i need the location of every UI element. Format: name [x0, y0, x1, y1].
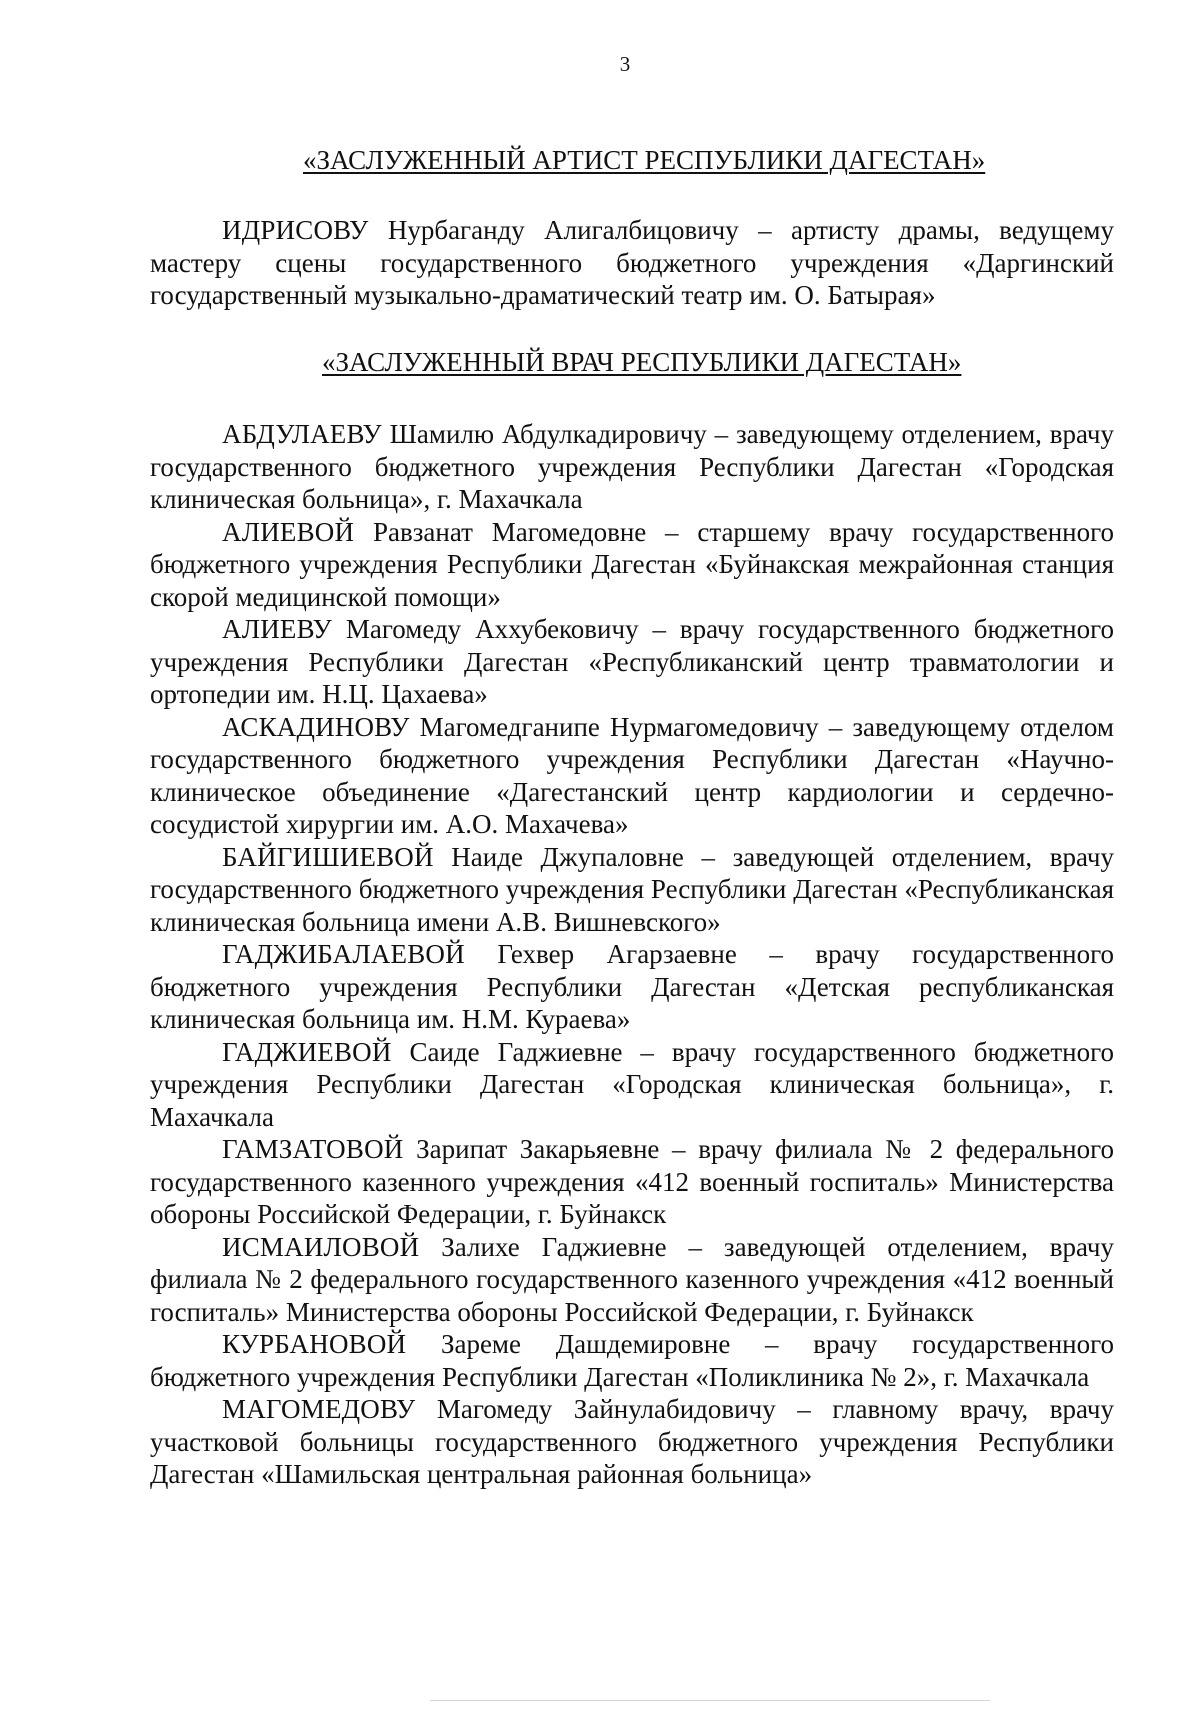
entry-text: Зарипат Закарьяевне – врачу филиала № 2 федерального государственного казенного учреждения «412 военный госпиталь» Министерства обороны Российской Федерации, г. Буйнакск — [150, 1134, 1114, 1229]
award-entry — [150, 214, 1114, 312]
entry-surname: ИСМАИЛОВОЙ — [222, 1231, 420, 1262]
entry-surname: АБДУЛАЕВУ — [222, 419, 382, 449]
entry-text: Залихе Гаджиевне – заведующей отделением, врачу филиала № 2 федерального государственного казенного учреждения «412 военный госпиталь» Министерства обороны Российской Федерации, г. Буйнакск — [150, 1231, 1114, 1327]
entry-surname: АЛИЕВОЙ — [222, 516, 355, 547]
entry-text: Наиде Джупаловне – заведующей отделением, врачу государственного бюджетного учреждения Республики Дагестан «Республиканская клиническая больница имени А.В. Вишневского» — [150, 841, 1114, 937]
section-heading-honored-artist: «ЗАСЛУЖЕННЫЙ АРТИСТ РЕСПУБЛИКИ ДАГЕСТАН» — [303, 145, 986, 175]
section-honored-doctor-entries — [150, 418, 1114, 1491]
entry-text: Шамилю Абдулкадировичу – заведующему отделением, врачу государственного бюджетного учреждения Республики Дагестан «Городская клиническая больница», г. Махачкала — [150, 419, 1114, 514]
award-entry — [150, 938, 1114, 1036]
entry-surname: АСКАДИНОВУ — [222, 711, 410, 742]
entry-surname: КУРБАНОВОЙ — [222, 1329, 407, 1359]
entry-text: Магомеду Зайнулабидовичу – главному врачу, врачу участковой больницы государственного бюджетного учреждения Республики Дагестан «Шамильская центральная районная больница» — [150, 1394, 1114, 1489]
section-honored-artist-entries — [150, 214, 1114, 312]
award-entry — [150, 418, 1114, 516]
award-entry — [150, 1133, 1114, 1231]
entry-surname: ГАДЖИБАЛАЕВОЙ — [222, 939, 465, 969]
entry-text: Нурбаганду Алигалбицовичу – артисту драмы, ведущему мастеру сцены государственного бюджетного учреждения «Даргинский государственный музыкально-драматический театр им. О. Батырая» — [150, 215, 1114, 310]
award-entry — [150, 711, 1114, 841]
award-entry — [150, 841, 1114, 939]
entry-text: Саиде Гаджиевне – врачу государственного бюджетного учреждения Республики Дагестан «Городская клиническая больница», г. Махачкала — [150, 1036, 1114, 1132]
entry-surname: ГАДЖИЕВОЙ — [222, 1036, 392, 1067]
award-entry — [150, 613, 1114, 711]
entry-surname: МАГОМЕДОВУ — [222, 1394, 416, 1424]
entry-text: Магомедганипе Нурмагомедовичу – заведующему отделом государственного бюджетного учреждения Республики Дагестан «Научно-клиническое объединение «Дагестанский центр кардиологии и сердечно-сосудистой хирургии им. А.О. Махачева» — [150, 711, 1114, 839]
award-entry — [150, 516, 1114, 614]
entry-surname: ИДРИСОВУ — [222, 215, 369, 245]
award-entry — [150, 1036, 1114, 1134]
entry-surname: АЛИЕВУ — [222, 614, 332, 644]
entry-surname: ГАМЗАТОВОЙ — [222, 1134, 404, 1164]
entry-text: Зареме Дашдемировне – врачу государственного бюджетного учреждения Республики Дагестан «Поликлиника № 2», г. Махачкала — [150, 1329, 1114, 1392]
award-entry — [150, 1231, 1114, 1329]
section-heading-honored-doctor: «ЗАСЛУЖЕННЫЙ ВРАЧ РЕСПУБЛИКИ ДАГЕСТАН» — [322, 347, 962, 377]
award-entry — [150, 1328, 1114, 1393]
entry-text: Равзанат Магомедовне – старшему врачу государственного бюджетного учреждения Республики Дагестан «Буйнакская межрайонная станция скорой медицинской помощи» — [150, 516, 1114, 612]
award-entry — [150, 1393, 1114, 1491]
entry-text: Магомеду Аххубековичу – врачу государственного бюджетного учреждения Республики Дагестан «Республиканский центр травматологии и ортопедии им. Н.Ц. Цахаева» — [150, 614, 1114, 709]
entry-text: Гехвер Агарзаевне – врачу государственного бюджетного учреждения Республики Дагестан «Детская республиканская клиническая больница им. Н.М. Кураева» — [150, 939, 1114, 1034]
page-number: 3 — [619, 52, 631, 76]
scan-artifact-line — [430, 1700, 990, 1701]
entry-surname: БАЙГИШИЕВОЙ — [222, 841, 434, 872]
